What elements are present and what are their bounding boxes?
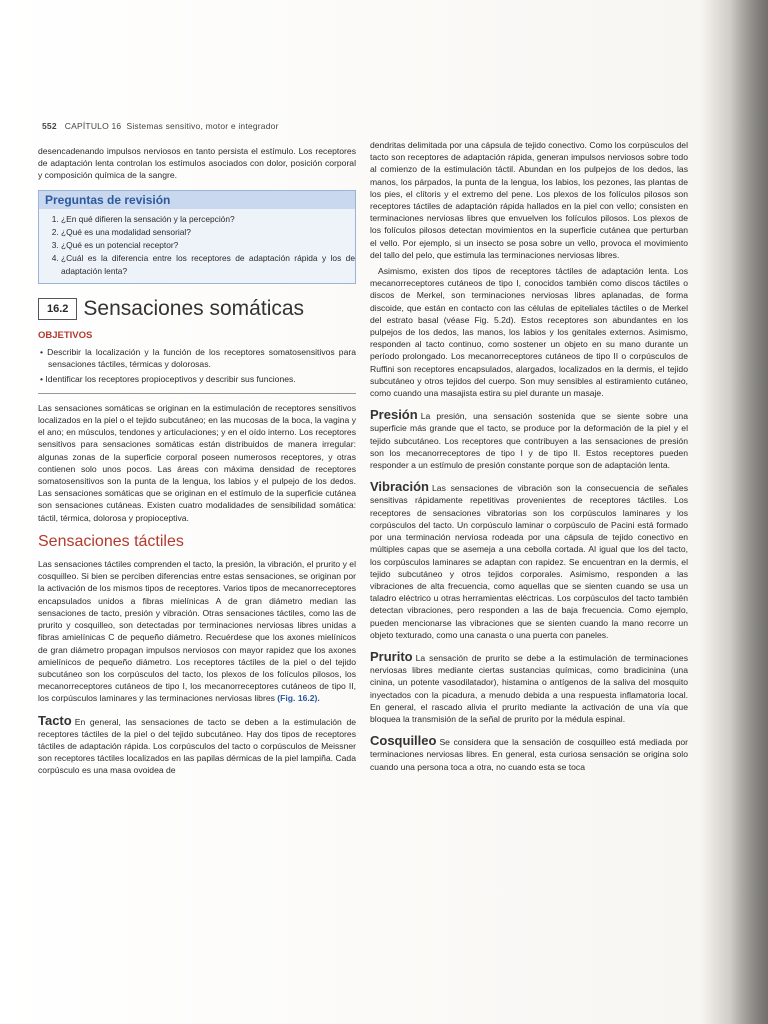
slow-adaptation-paragraph: Asimismo, existen dos tipos de receptores táctiles de adaptación lenta. Los mecanorreceptores cutáneos de tipo I, conocidos también como discos táctiles o discos de Merkel, son terminaciones nerviosas libres aplanadas, de forma discoide, que están en contacto con las células de epiteliales táctiles o de Merkel del estrato basal (véase Fig. 5.2d). Estos receptores son abundantes en los pulpejos de los dedos, las manos, los labios y los genitales externos. Asimismo, responden al tacto continuo, como sostener un objeto en su mano durante un período prolongado. Los mecanorreceptores cutáneos de tipo II o corpúsculos de Ruffini son receptores encapsulados, alargados, localizados en la dermis, el tejido subcutáneo y otros tejidos del cuerpo. Son muy sensibles al estiramiento cutáneo, como cuando una masajista estira su piel durante un masaje.: [370, 266, 688, 399]
page-gutter-shadow: [730, 0, 768, 1024]
review-question: 4. ¿Cuál es la diferencia entre los receptores de adaptación rápida y los de adaptación lenta?: [61, 252, 355, 276]
vibracion-paragraph: Vibración Las sensaciones de vibración son la consecuencia de señales sensitivas rápidamente repetitivas provenientes de receptores táctiles. Los receptores de sensaciones vibratorias son los corpúsculos laminares y los corpúsculos del tacto. Un corpúsculo laminar o corpúsculo de Pacini está formado por una terminación nerviosa rodeada por una cápsula de tejido conectivo en múltiples capas que se asemeja a una cebolla cortada. Al igual que los del tacto, los corpúsculos laminares se adaptan con rapidez. Se encuentran en la dermis, el tejido subcutáneo y otros tejidos corporales. Asimismo, responden a las vibraciones de alta frecuencia, como aquellas que se sienten cuando se usa un taladro eléctrico u otras herramientas eléctricas. Los corpúsculos del tacto también detectan vibraciones, pero responden a las de baja frecuencia. Como ejemplo, pueden mencionarse las vibraciones que se sienten cuando la mano recorre un objeto texturado, como una canasta o una puerta con paneles.: [370, 479, 688, 640]
prurito-paragraph: Prurito La sensación de prurito se debe a la estimulación de terminaciones nerviosas libres mediante ciertas sustancias químicas, como bradicinina (una cinina, un potente vasodilatador), histamina o antígenos de la saliva del mosquito inyectados con la picadura, a menudo debida a una respuesta inflamatoria local. En general, el rascado alivia el prurito mediante la activación de una vía que bloquea la transmisión de la señal de prurito por la médula espinal.: [370, 648, 688, 724]
objectives-label: OBJETIVOS: [38, 330, 93, 342]
section-heading: [38, 298, 356, 320]
figure-reference: (Fig. 16.2).: [277, 693, 320, 704]
right-column: [370, 139, 688, 777]
runin-heading-cosquilleo: Cosquilleo: [370, 733, 437, 749]
objective-item: • Identificar los receptores propioceptivos y describir sus funciones.: [40, 373, 296, 384]
review-title: Preguntas de revisión: [39, 191, 355, 209]
cosquilleo-paragraph: Cosquilleo Se considera que la sensación de cosquilleo está mediada por terminaciones nerviosas libres. En general, esta curiosa sensación se origina solo cuando una persona toca a otra, no cuando esta se toca: [370, 733, 688, 772]
section-title: Sensaciones somáticas: [83, 296, 305, 320]
objective-item: • Describir la localización y la función de los receptores somatosensitivos para sensaciones táctiles, térmicas y dolorosas.: [40, 347, 356, 370]
runin-heading-presion: Presión: [370, 407, 418, 423]
review-list: [39, 213, 355, 277]
page-number: 552: [42, 121, 57, 131]
presion-paragraph: Presión La presión, una sensación sostenida que se siente sobre una superficie más grande que el tacto, se produce por la deformación de la piel y el tejido subcutáneo. Los receptores que contribuyen a las sensaciones de presión son los mecanorreceptores de tipo I y de tipo II. Estos receptores pueden responder a un estímulo de presión constante porque son de adaptación lenta.: [370, 407, 688, 471]
chapter-label: CAPÍTULO 16: [64, 121, 122, 131]
divider: [38, 393, 356, 394]
tacto-paragraph: Tacto En general, las sensaciones de tacto se deben a la estimulación de receptores táctiles de la piel o del tejido subcutáneo. Hay dos tipos de receptores táctiles de adaptación rápida. Los corpúsculos del tacto o corpúsculos de Meissner son receptores táctiles localizados en las papilas dérmicas de la piel lampiña. Cada corpúsculo es una masa ovoidea de: [38, 712, 356, 776]
left-column: [38, 145, 356, 781]
review-question: 1. ¿En qué difieren la sensación y la percepción?: [61, 213, 355, 225]
tactile-paragraph: Las sensaciones táctiles comprenden el tacto, la presión, la vibración, el prurito y el cosquilleo. Si bien se perciben diferencias entre estas sensaciones, se originan por la activación de los mismos tipos de receptores. Varios tipos de mecanorreceptores encapsulados unidos a fibras mielínicas A de gran diámetro median las sensaciones de tacto, presión y vibración. Otras sensaciones táctiles, como las de prurito y cosquilleo, son detectadas por terminaciones nerviosas libres unidas a fibras amielínicas C de pequeño diámetro. Recuérdese que los axones mielínicos de gran diámetro propagan impulsos nerviosos con mayor rapidez que los axones amielínicos de pequeño diámetro. Los receptores táctiles de la piel o del tejido subcutáneo son los corpúsculos del tacto, los plexos de los folículos pilosos, los mecanorreceptores cutáneos de tipo I, los mecanorreceptores cutáneos de tipo II, los corpúsculos laminares y las terminaciones nerviosas libres (Fig. 16.2).: [38, 559, 356, 704]
intro-paragraph: desencadenando impulsos nerviosos en tanto persista el estímulo. Los receptores de adaptación lenta controlan los estímulos asociados con dolor, posición corporal y composición química de la sangre.: [38, 146, 356, 181]
runin-heading-prurito: Prurito: [370, 648, 413, 664]
runin-heading-tacto: Tacto: [38, 712, 72, 728]
running-header: [42, 121, 279, 131]
review-question: 3. ¿Qué es un potencial receptor?: [61, 239, 355, 251]
runin-heading-vibracion: Vibración: [370, 479, 430, 495]
continuation-paragraph: dendritas delimitada por una cápsula de tejido conectivo. Como los corpúsculos del tacto son receptores de adaptación rápida, generan impulsos nerviosos sobre todo al comienzo de la estimulación táctil. Abundan en los pulpejos de los dedos, las manos, los párpados, la punta de la lengua, los labios, los pezones, las plantas de los pies, el clítoris y el extremo del pene. Los plexos de los folículos pilosos son receptores táctiles de adaptación rápida hallados en la piel con vello; consisten en terminaciones nerviosas libres que envuelven los folículos pilosos. Los plexos de los folículos pilosos detectan movimientos en la superficie cutánea que perturban el vello. Por ejemplo, si un insecto se posa sobre un vello, provoca el movimiento del tallo del pelo, que estimula las terminaciones nerviosas libres.: [370, 140, 688, 260]
section-number: 16.2: [38, 298, 77, 320]
review-box: [38, 190, 356, 284]
review-question: 2. ¿Qué es una modalidad sensorial?: [61, 226, 355, 238]
chapter-title: Sistemas sensitivo, motor e integrador: [126, 121, 279, 131]
somatic-paragraph: Las sensaciones somáticas se originan en la estimulación de receptores sensitivos localizados en la piel o el tejido subcutáneo; en las mucosas de la boca, la vagina y el ano; en músculos, tendones y articulaciones; y en el oído interno. Los receptores sensitivos para sensaciones somáticas están distribuidos de manera irregular: algunas zonas de la superficie corporal poseen numerosos receptores, y otras contienen solo unos pocos. Las áreas con máxima densidad de receptores somatosensitivos son la punta de la lengua, los labios y el pulpejo de los dedos. Las sensaciones somáticas que se originan en el estímulo de la superficie cutánea son sensaciones cutáneas. Existen cuatro modalidades de sensibilidad somática: táctil, térmica, dolorosa y propioceptiva.: [38, 402, 356, 523]
subheading-tactile: Sensaciones táctiles: [38, 532, 184, 550]
